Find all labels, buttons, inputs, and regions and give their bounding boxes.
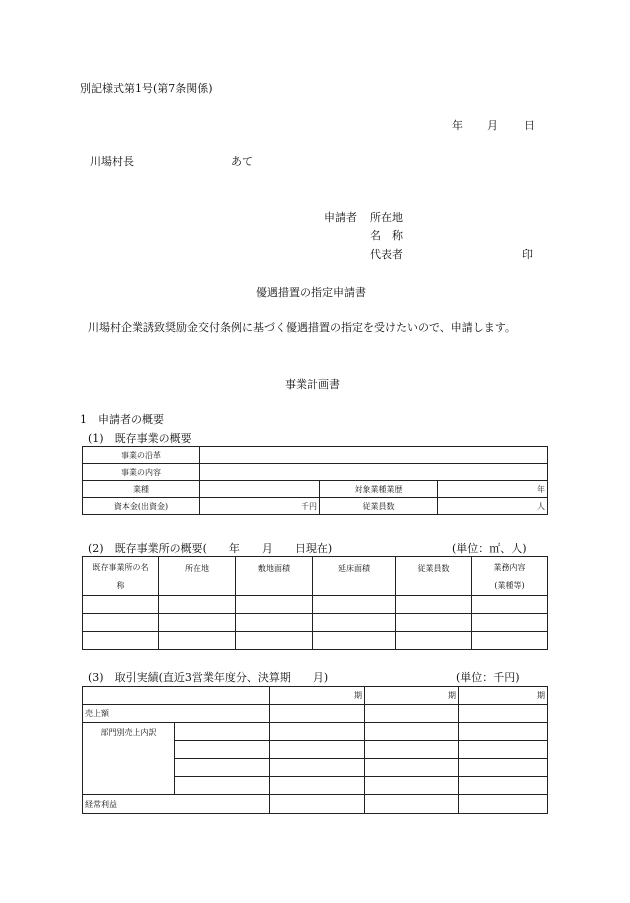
cell[interactable] <box>236 596 313 614</box>
sub3-heading: (3) 取引実績(直近3営業年度分、決算期 月) <box>88 671 329 684</box>
row-type-value[interactable] <box>200 481 320 498</box>
addressee: 川場村長 <box>90 155 134 168</box>
body-text: 川場村企業誘致奨励金交付条例に基づく優遇措置の指定を受けたいので、申請します。 <box>88 321 516 334</box>
row-content-label: 事業の内容 <box>83 464 200 481</box>
addressee-ate: あて <box>231 155 253 168</box>
sales-label: 売上額 <box>83 705 270 723</box>
cell[interactable] <box>83 596 159 614</box>
document-title: 優遇措置の指定申請書 <box>256 286 366 299</box>
cell[interactable] <box>472 596 548 614</box>
col-employees: 従業員数 <box>396 557 472 596</box>
profit-label: 経常利益 <box>83 795 270 814</box>
plan-title: 事業計画書 <box>285 378 340 391</box>
target-years-unit: 年 <box>438 481 548 498</box>
cell[interactable] <box>175 741 270 759</box>
cell[interactable] <box>459 741 548 759</box>
col-business-content-line2: (業種等) <box>494 581 525 590</box>
employees-unit: 人 <box>438 498 548 515</box>
cell[interactable] <box>459 759 548 777</box>
cell[interactable] <box>472 632 548 650</box>
table-row <box>83 632 548 650</box>
form-number: 別記様式第1号(第7条関係) <box>80 82 213 95</box>
existing-office-table <box>82 556 548 650</box>
col-site-area: 敷地面積 <box>236 557 313 596</box>
applicant-name-label: 名 称 <box>370 229 403 242</box>
cell[interactable] <box>459 705 548 723</box>
row-content-value[interactable] <box>200 464 548 481</box>
seal-mark: 印 <box>522 248 533 261</box>
section1-heading: 1 申請者の概要 <box>80 413 164 426</box>
cell[interactable] <box>365 723 459 741</box>
col-floor-area: 延床面積 <box>313 557 396 596</box>
cell[interactable] <box>236 614 313 632</box>
col-business-content <box>472 557 548 596</box>
cell[interactable] <box>459 777 548 795</box>
period-2: 期 <box>365 687 459 705</box>
table-row <box>83 596 548 614</box>
cell[interactable] <box>472 614 548 632</box>
cell[interactable] <box>159 596 236 614</box>
cell[interactable] <box>313 614 396 632</box>
cell[interactable] <box>365 795 459 814</box>
cell[interactable] <box>270 759 365 777</box>
transaction-record-table <box>82 686 548 814</box>
applicant-address-label: 所在地 <box>370 211 403 224</box>
col-office-name-line2: 称 <box>116 581 125 590</box>
cell[interactable] <box>175 723 270 741</box>
existing-business-table <box>82 446 548 515</box>
cell[interactable] <box>270 705 365 723</box>
cell[interactable] <box>396 614 472 632</box>
applicant-label: 申請者 <box>324 211 357 224</box>
sub3-unit: (単位：千円) <box>456 671 520 684</box>
cell[interactable] <box>365 741 459 759</box>
target-years-label: 対象業種業歴 <box>320 481 438 498</box>
cell[interactable] <box>270 741 365 759</box>
row-type-label: 業種 <box>83 481 200 498</box>
sub2-heading: (2) 既存事業所の概要( 年 月 日現在) <box>88 542 333 555</box>
cell[interactable] <box>83 632 159 650</box>
col-business-content-line1: 業務内容 <box>493 563 526 572</box>
cell[interactable] <box>270 795 365 814</box>
capital-unit: 千円 <box>200 498 320 515</box>
sub1-heading: (1) 既存事業の概要 <box>88 432 192 445</box>
col-location: 所在地 <box>159 557 236 596</box>
cell[interactable] <box>236 632 313 650</box>
cell[interactable] <box>396 632 472 650</box>
cell[interactable] <box>365 777 459 795</box>
date-month-label: 月 <box>487 119 498 132</box>
col-office-name-line1: 既存事業所の名 <box>92 563 149 572</box>
row-history-value[interactable] <box>200 447 548 464</box>
dept-sales-label: 部門別売上内訳 <box>83 723 175 795</box>
cell[interactable] <box>459 723 548 741</box>
cell[interactable] <box>313 632 396 650</box>
date-day-label: 日 <box>524 119 535 132</box>
cell[interactable] <box>459 795 548 814</box>
cell[interactable] <box>270 777 365 795</box>
cell[interactable] <box>159 614 236 632</box>
cell[interactable] <box>396 596 472 614</box>
cell[interactable] <box>313 596 396 614</box>
period-header-blank <box>83 687 270 705</box>
row-history-label: 事業の沿革 <box>83 447 200 464</box>
cell[interactable] <box>270 723 365 741</box>
sub2-unit: (単位：㎡、人) <box>452 542 527 555</box>
cell[interactable] <box>83 614 159 632</box>
cell[interactable] <box>175 759 270 777</box>
cell[interactable] <box>365 759 459 777</box>
employees-label: 従業員数 <box>320 498 438 515</box>
period-3: 期 <box>459 687 548 705</box>
cell[interactable] <box>365 705 459 723</box>
period-1: 期 <box>270 687 365 705</box>
cell[interactable] <box>159 632 236 650</box>
table-row <box>83 614 548 632</box>
date-year-label: 年 <box>452 119 463 132</box>
col-office-name <box>83 557 159 596</box>
cell[interactable] <box>175 777 270 795</box>
capital-label: 資本金(出資金) <box>83 498 200 515</box>
applicant-representative-label: 代表者 <box>370 248 403 261</box>
